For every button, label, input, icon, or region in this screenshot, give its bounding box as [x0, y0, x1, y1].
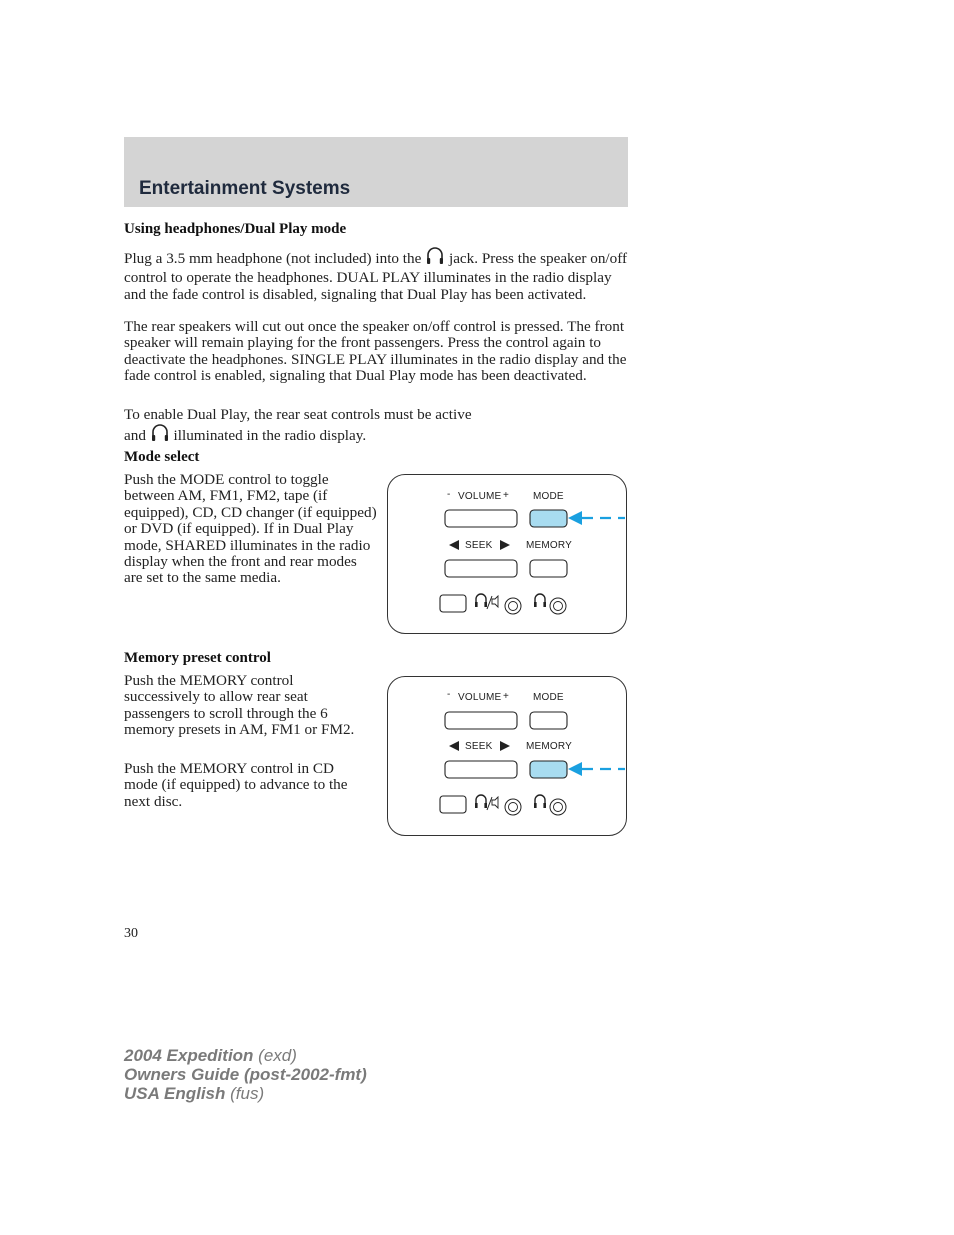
speaker-toggle-icon	[475, 795, 498, 810]
memory-button	[530, 560, 567, 577]
memory-preset-paragraph-1: Push the MEMORY control successively to allow rear seat passengers to scroll through the 6 memory presets in AM, FM1 or FM2.	[124, 672, 355, 739]
headphone-volume-knob	[550, 799, 566, 815]
headphones-paragraph-2: The rear speakers will cut out once the speaker on/off control is pressed. The front speaker will remain playing for the front passengers. Press the control again to deactivate the headphones. SINGLE PLAY illuminates in the radio display and the fade control is enabled, signaling that Dual Play mode has been deactivated.	[124, 318, 627, 385]
memory-pointer-arrow	[567, 759, 627, 779]
seek-label: SEEK	[465, 540, 493, 551]
seek-label: SEEK	[465, 741, 493, 752]
volume-plus-label: +	[503, 490, 510, 501]
mode-label: MODE	[533, 692, 564, 703]
mode-label: MODE	[533, 491, 564, 502]
volume-label: VOLUME	[458, 692, 502, 703]
rear-seat-control-panel-memory	[387, 676, 627, 836]
headphone-jack-slot	[440, 595, 466, 612]
volume-knob	[505, 598, 521, 614]
memory-button	[530, 761, 567, 778]
speaker-toggle-icon	[475, 594, 498, 609]
seek-left-arrow	[449, 741, 459, 751]
volume-minus-label: -	[447, 489, 451, 500]
mode-select-paragraph: Push the MODE control to toggle between AM, FM1, FM2, tape (if equipped), CD, CD changer (if equipped) or DVD (if equipped). If in Dual Play mode, SHARED illuminates in the radio display when the front and rear modes are set to the same media.	[124, 471, 377, 587]
headphone-icon	[425, 246, 445, 270]
headphones-paragraph-3: To enable Dual Play, the rear seat controls must be active and illuminated in the radio display.	[124, 407, 629, 448]
mode-button	[530, 510, 567, 527]
seek-button	[445, 761, 517, 778]
mode-pointer-arrow	[567, 508, 627, 528]
volume-plus-label: +	[503, 691, 510, 702]
memory-label: MEMORY	[526, 741, 573, 752]
seek-right-arrow	[500, 741, 510, 751]
mode-select-heading: Mode select	[124, 449, 200, 465]
headphones-paragraph-1: Plug a 3.5 mm headphone (not included) into the jack. Press the speaker on/off control to operate the headphones. DUAL PLAY illuminates in the radio display and the fade control is disabled, signaling that Dual Play has been activated.	[124, 246, 629, 303]
memory-preset-heading: Memory preset control	[124, 650, 271, 666]
mode-button	[530, 712, 567, 729]
rear-seat-control-panel-mode	[387, 474, 627, 634]
section-title: Entertainment Systems	[139, 178, 351, 199]
volume-knob	[505, 799, 521, 815]
headphone-icon	[150, 423, 170, 447]
panel-controls-drawing	[388, 677, 626, 835]
volume-button	[445, 510, 517, 527]
headphone-icon	[534, 795, 546, 808]
headphones-heading: Using headphones/Dual Play mode	[124, 221, 347, 237]
seek-right-arrow	[500, 540, 510, 550]
volume-label: VOLUME	[458, 491, 502, 502]
memory-label: MEMORY	[526, 540, 573, 551]
memory-preset-paragraph-2: Push the MEMORY control in CD mode (if equipped) to advance to the next disc.	[124, 760, 348, 810]
seek-left-arrow	[449, 540, 459, 550]
page-number: 30	[124, 926, 138, 941]
volume-button	[445, 712, 517, 729]
panel-controls-drawing	[388, 475, 626, 633]
document-footer: 2004 Expedition (exd) Owners Guide (post-2002-fmt) USA English (fus)	[124, 1046, 367, 1103]
headphone-volume-knob	[550, 598, 566, 614]
headphone-icon	[534, 594, 546, 607]
seek-button	[445, 560, 517, 577]
headphone-jack-slot	[440, 796, 466, 813]
volume-minus-label: -	[447, 689, 451, 700]
